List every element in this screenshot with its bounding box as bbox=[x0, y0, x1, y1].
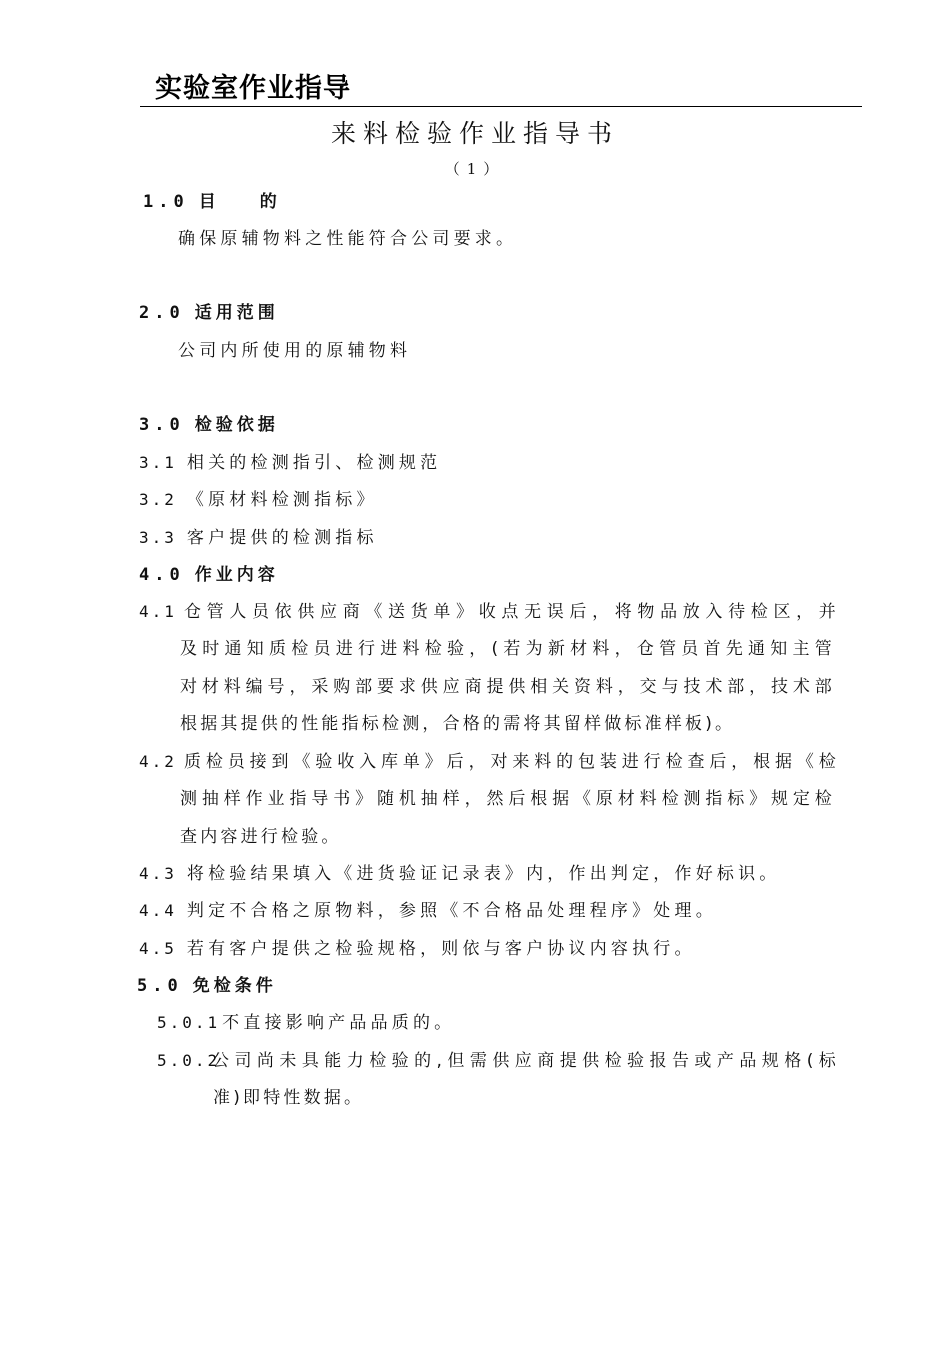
section-1-heading bbox=[143, 191, 281, 213]
section-title: 作业内容 bbox=[194, 565, 279, 585]
item-text: 不直接影响产品品质的。 bbox=[222, 1013, 456, 1033]
item-number: 4.5 bbox=[139, 939, 177, 958]
list-item bbox=[139, 938, 696, 960]
paragraph-line: 根据其提供的性能指标检测，合格的需将其留样做标准样板)。 bbox=[180, 714, 736, 734]
section-2-body: 公司内所使用的原辅物料 bbox=[178, 341, 412, 361]
paragraph-line: 对材料编号，采购部要求供应商提供相关资料，交与技术部，技术部 bbox=[180, 677, 835, 697]
section-3-heading bbox=[139, 414, 279, 436]
header-rule bbox=[140, 106, 862, 107]
paragraph-line: 质检员接到《验收入库单》后，对来料的包装进行检查后，根据《检 bbox=[184, 752, 839, 772]
paragraph-line: 测抽样作业指导书》随机抽样，然后根据《原材料检测指标》规定检 bbox=[180, 789, 835, 809]
item-number: 3.3 bbox=[139, 528, 177, 547]
section-title-part: 的 bbox=[259, 192, 281, 212]
item-number: 4.3 bbox=[139, 864, 177, 883]
list-item bbox=[139, 489, 378, 511]
section-title: 检验依据 bbox=[194, 415, 279, 435]
item-number: 3.2 bbox=[139, 490, 177, 509]
list-item bbox=[157, 1012, 455, 1034]
item-number: 4.4 bbox=[139, 901, 177, 920]
list-item bbox=[139, 900, 717, 922]
paragraph-line: 及时通知质检员进行进料检验，(若为新材料，仓管员首先通知主管 bbox=[180, 639, 835, 659]
paragraph-line: 仓管人员依供应商《送货单》收点无误后，将物品放入待检区，并 bbox=[184, 602, 839, 622]
item-text: 判定不合格之原物料，参照《不合格品处理程序》处理。 bbox=[186, 901, 717, 921]
section-5-heading bbox=[137, 975, 277, 997]
section-title-part: 目 bbox=[198, 192, 220, 212]
item-number: 4.1 bbox=[139, 602, 177, 621]
section-title: 适用范围 bbox=[194, 303, 279, 323]
section-2-heading bbox=[139, 302, 279, 324]
page-marker: （1） bbox=[444, 160, 506, 178]
section-number: 1.0 bbox=[143, 192, 189, 212]
list-item bbox=[139, 452, 441, 474]
paragraph-line: 准)即特性数据。 bbox=[213, 1088, 365, 1108]
item-text: 《原材料检测指标》 bbox=[186, 490, 378, 510]
list-item bbox=[139, 863, 781, 885]
item-text: 客户提供的检测指标 bbox=[186, 528, 378, 548]
paragraph-line: 公司尚未具能力检验的,但需供应商提供检验报告或产品规格(标 bbox=[212, 1051, 839, 1071]
list-item bbox=[139, 527, 378, 549]
item-text: 将检验结果填入《进货验证记录表》内，作出判定，作好标识。 bbox=[186, 864, 781, 884]
section-number: 4.0 bbox=[139, 565, 185, 585]
item-number: 5.0.1 bbox=[157, 1013, 221, 1032]
section-4-heading bbox=[139, 564, 279, 586]
item-number: 3.1 bbox=[139, 453, 177, 472]
item-text: 若有客户提供之检验规格，则依与客户协议内容执行。 bbox=[186, 939, 696, 959]
document-title: 来料检验作业指导书 bbox=[330, 119, 619, 148]
paragraph-line: 查内容进行检验。 bbox=[180, 827, 342, 847]
item-number: 4.2 bbox=[139, 752, 177, 771]
section-number: 2.0 bbox=[139, 303, 185, 323]
section-number: 5.0 bbox=[137, 976, 183, 996]
section-1-body: 确保原辅物料之性能符合公司要求。 bbox=[178, 229, 518, 249]
item-text: 相关的检测指引、检测规范 bbox=[186, 453, 442, 473]
item-number: 5.0.2 bbox=[157, 1051, 221, 1070]
section-number: 3.0 bbox=[139, 415, 185, 435]
section-title: 免检条件 bbox=[192, 976, 277, 996]
header-title: 实验室作业指导 bbox=[155, 73, 351, 104]
